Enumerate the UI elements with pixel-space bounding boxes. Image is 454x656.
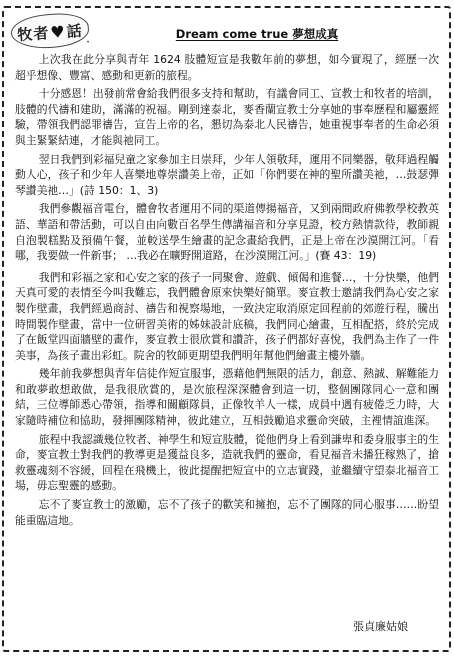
paragraph: 幾年前我夢想與青年信徒作短宣服事，憑藉他們無限的活力，創意、熱誠、解難能力和敢夢敢想敢做，是我很欣賞的，是次旅程深深體會到這一切，整個團隊同心一意和團結，三位導師悉心帶領，指導和關顧隊員，正像牧羊人一樣，成員中遇有疲倦乏力時，大家隨時補位和協助，發揮團隊精神，彼此建立，互相鼓勵追求靈命突破，主裡情誼進深。: [15, 367, 439, 428]
paragraph: 旅程中我認識幾位牧者、神學生和短宣肢體，從他們身上看到謙卑和委身服事主的生命，麥宣教士對我們的教導更是獲益良多，造就我們的靈命，看見福音未播狂稼熟了，搶救靈魂刻不容緩，回程在飛機上，彼此提醒把短宣中的立志實踐，並繼續守望泰北福音工場，毋忘聖靈的感動。: [15, 432, 439, 493]
author-signature: 張貞廉姑娘: [353, 620, 408, 633]
article-title-text: Dream come true 夢想成真: [175, 27, 339, 41]
paragraph: 翌日我們到彩福兒童之家參加主日崇拜，少年人領敬拜，運用不同樂器，敬拜過程觸動人心，孩子和少年人喜樂地尊崇讚美上帝，正如「你們要在神的聖所讚美祂，…鼓瑟彈琴讚美祂…」(詩 150：1、3): [15, 152, 439, 197]
article-body: [15, 52, 439, 531]
article-title: [0, 24, 454, 45]
tag-right-text: 話: [66, 21, 84, 41]
paragraph: 上次我在此分享與青年 1624 肢體短宣是我數年前的夢想，如今實現了，經歷一次超乎想像、豐富、感動和更新的旅程。: [15, 53, 439, 82]
tag-left-text: 牧者: [16, 24, 51, 45]
paragraph: 十分感恩！出發前常會給我們很多支持和幫助，有議會同工、宣教士和牧者的培訓，肢體的代禱和建助，滿滿的祝福。剛到達泰北，麥香蘭宣教士分享她的事奉歷程和屬靈經驗，帶領我們認罪禱告，宣告上帝的名，懇切為泰北人民禱告，她重視事奉者的生命必須與主緊緊結連，才能與祂同工。: [15, 87, 439, 147]
swirl-doodle-icon: ฺ: [88, 28, 90, 45]
paragraph: 我們和彩福之家和心安之家的孩子一同聚會、遊戲、傾偈和進餐…，十分快樂，他們天真可愛的表情至今叫我難忘，我們體會原來快樂好簡單。麥宣教士邀請我們為心安之家製作壁畫，我們經過商討、禱告和視察場地，一致決定取消原定回程前的郊遊行程，騰出時間製作壁畫，當中一位研習美術的姊妹設計底稿，我們同心繪畫，互相配搭，終於完成了在飯堂四面牆壁的畫作，麥宣教士很欣賞和讚許，孩子們都好喜悅，我們為主作了一件美事，為孩子畫出彩虹。院舍的牧師更期望我們明年幫他們繪畫主樓外牆。: [15, 270, 439, 362]
paragraph: 我們參觀福音電台，體會牧者運用不同的渠道傳揚福音，又到兩間政府佛教學校教英語、華語和帶活動，可以自由向數百名學生傳講福音和分享見證，校方熱情款待，教師親自泡製糕點及預備午餐，並較送學生繪畫的記念畫給我們，正是上帝在沙漠開江河。「看哪，我要做一件新事； …我必在曠野開道路，在沙漠開江河。」(賽 43：19): [15, 202, 439, 263]
heart-icon: ♥: [49, 21, 67, 42]
paragraph: 忘不了麥宣教士的激勵，忘不了孩子的歡笑和擁抱，忘不了團隊的同心服事……盼望能重臨這地。: [15, 498, 439, 527]
